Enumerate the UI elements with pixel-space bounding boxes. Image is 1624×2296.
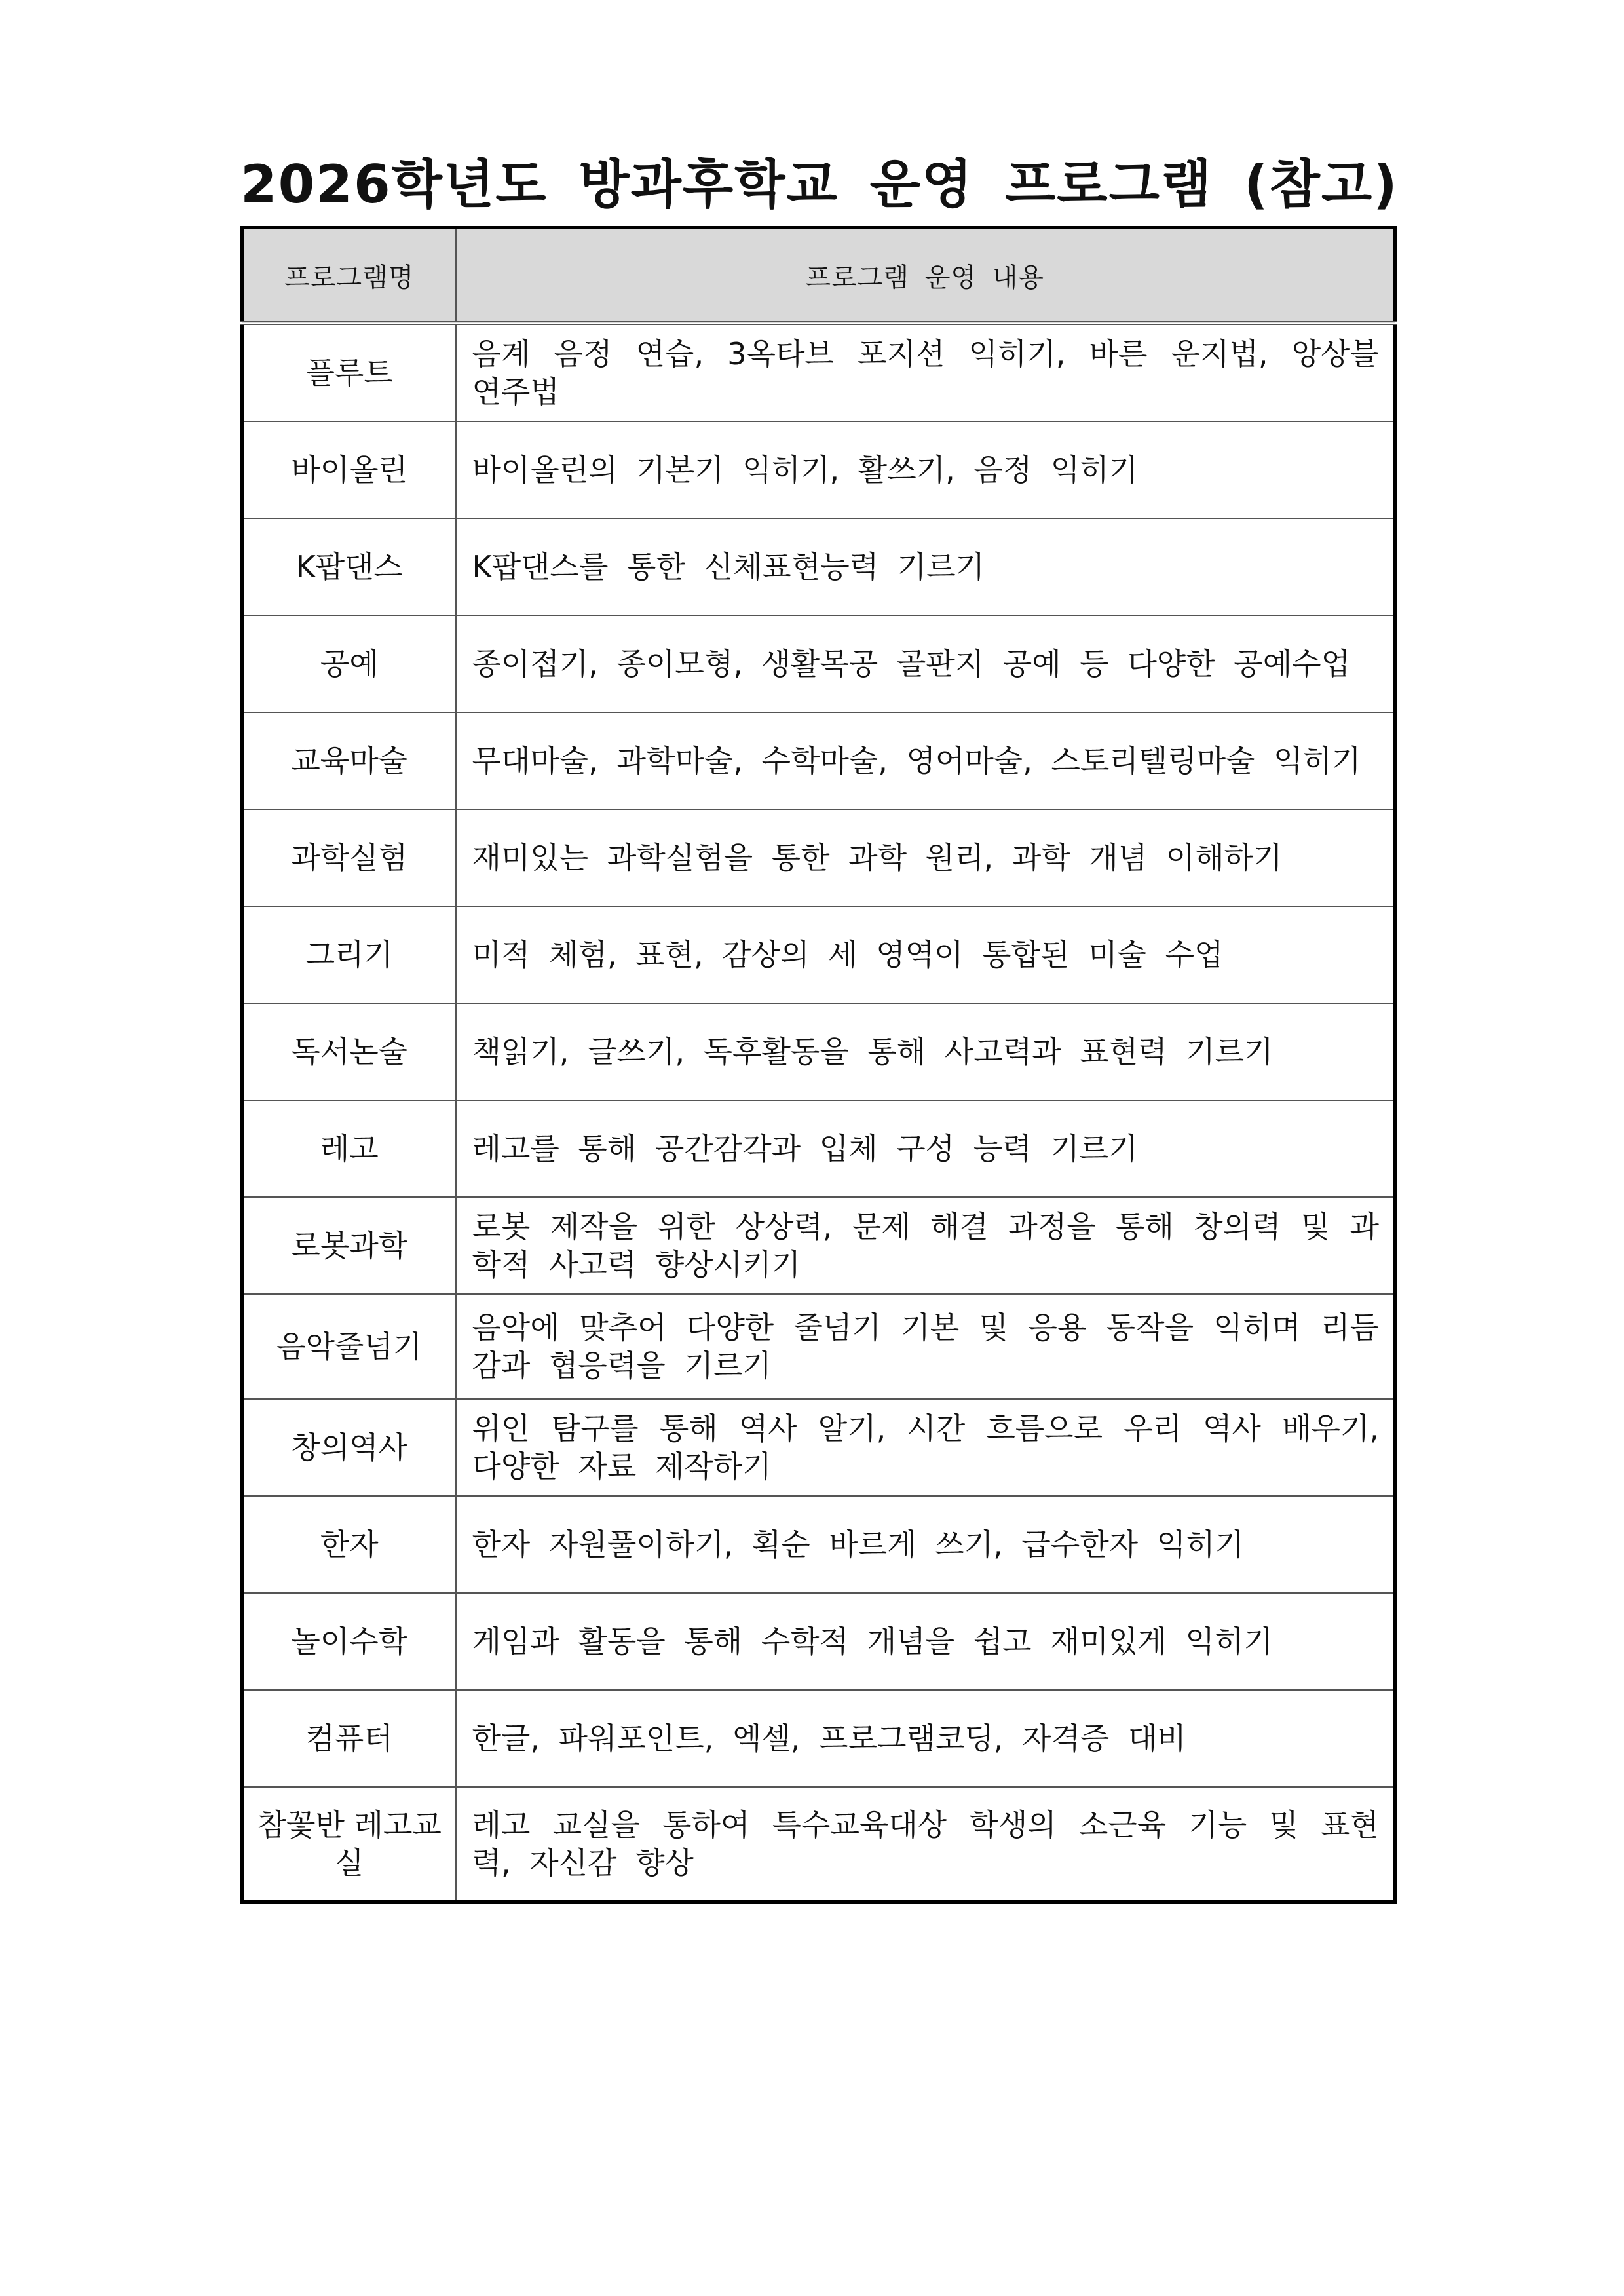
- program-name: 플루트: [242, 323, 456, 421]
- table-row: [242, 1787, 1395, 1902]
- table-row: [242, 1003, 1395, 1100]
- table-row: [242, 1496, 1395, 1593]
- program-name: 한자: [242, 1496, 456, 1593]
- program-description: 재미있는 과학실험을 통한 과학 원리, 과학 개념 이해하기: [456, 809, 1395, 906]
- program-name: 공예: [242, 615, 456, 712]
- table-row: [242, 1100, 1395, 1197]
- table-row: [242, 421, 1395, 518]
- table-header-row: [242, 228, 1395, 324]
- program-description: 음계 음정 연습, 3옥타브 포지션 익히기, 바른 운지법, 앙상블 연주법: [456, 323, 1395, 421]
- program-name: 놀이수학: [242, 1593, 456, 1690]
- header-program-name: 프로그램명: [242, 228, 456, 324]
- program-description: 바이올린의 기본기 익히기, 활쓰기, 음정 익히기: [456, 421, 1395, 518]
- header-program-description: 프로그램 운영 내용: [456, 228, 1395, 324]
- program-description: 한자 자원풀이하기, 획순 바르게 쓰기, 급수한자 익히기: [456, 1496, 1395, 1593]
- table-row: [242, 809, 1395, 906]
- document-title: 2026학년도 방과후학교 운영 프로그램 (참고): [240, 154, 1399, 215]
- table-row: [242, 615, 1395, 712]
- table-row: [242, 518, 1395, 615]
- program-description: 레고 교실을 통하여 특수교육대상 학생의 소근육 기능 및 표현력, 자신감 향상: [456, 1787, 1395, 1902]
- program-description: 레고를 통해 공간감각과 입체 구성 능력 기르기: [456, 1100, 1395, 1197]
- program-name: 음악줄넘기: [242, 1294, 456, 1399]
- program-name: 교육마술: [242, 712, 456, 809]
- program-name: K팝댄스: [242, 518, 456, 615]
- program-description: 로봇 제작을 위한 상상력, 문제 해결 과정을 통해 창의력 및 과학적 사고력 향상시키기: [456, 1197, 1395, 1294]
- program-name: 참꽃반 레고교실: [242, 1787, 456, 1902]
- program-description: 음악에 맞추어 다양한 줄넘기 기본 및 응용 동작을 익히며 리듬감과 협응력을 기르기: [456, 1294, 1395, 1399]
- program-name: 창의역사: [242, 1399, 456, 1496]
- table-row: [242, 712, 1395, 809]
- program-description: 무대마술, 과학마술, 수학마술, 영어마술, 스토리텔링마술 익히기: [456, 712, 1395, 809]
- program-name: 과학실험: [242, 809, 456, 906]
- program-name: 바이올린: [242, 421, 456, 518]
- program-name: 컴퓨터: [242, 1690, 456, 1787]
- program-description: K팝댄스를 통한 신체표현능력 기르기: [456, 518, 1395, 615]
- table-row: [242, 1593, 1395, 1690]
- program-name: 로봇과학: [242, 1197, 456, 1294]
- table-row: [242, 906, 1395, 1003]
- program-description: 종이접기, 종이모형, 생활목공 골판지 공예 등 다양한 공예수업: [456, 615, 1395, 712]
- table-row: [242, 1197, 1395, 1294]
- program-name: 그리기: [242, 906, 456, 1003]
- program-table: [240, 226, 1397, 1904]
- program-description: 한글, 파워포인트, 엑셀, 프로그램코딩, 자격증 대비: [456, 1690, 1395, 1787]
- program-description: 책읽기, 글쓰기, 독후활동을 통해 사고력과 표현력 기르기: [456, 1003, 1395, 1100]
- table-row: [242, 323, 1395, 421]
- program-name: 독서논술: [242, 1003, 456, 1100]
- program-description: 미적 체험, 표현, 감상의 세 영역이 통합된 미술 수업: [456, 906, 1395, 1003]
- table-row: [242, 1294, 1395, 1399]
- program-name: 레고: [242, 1100, 456, 1197]
- program-description: 게임과 활동을 통해 수학적 개념을 쉽고 재미있게 익히기: [456, 1593, 1395, 1690]
- table-row: [242, 1399, 1395, 1496]
- table-row: [242, 1690, 1395, 1787]
- program-description: 위인 탐구를 통해 역사 알기, 시간 흐름으로 우리 역사 배우기, 다양한 자료 제작하기: [456, 1399, 1395, 1496]
